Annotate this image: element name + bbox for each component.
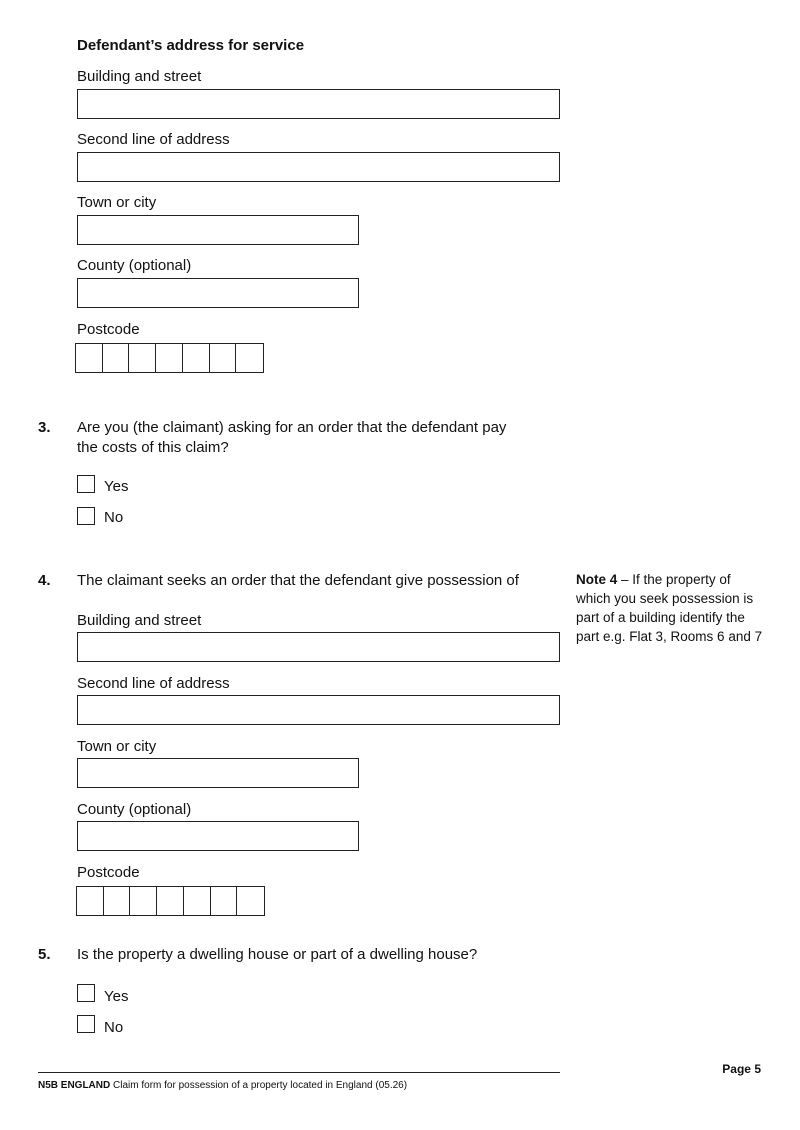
postcode-cell[interactable] (104, 887, 131, 915)
property-second-line-input[interactable] (77, 695, 560, 725)
question-text: Are you (the claimant) asking for an order that the defendant pay (77, 419, 507, 436)
postcode-cell[interactable] (236, 344, 263, 372)
postcode-cell[interactable] (76, 344, 103, 372)
building-street-label: Building and street (77, 68, 202, 85)
q3-yes-checkbox[interactable] (77, 475, 95, 493)
postcode-cell[interactable] (211, 887, 238, 915)
postcode-cell[interactable] (129, 344, 156, 372)
note-title: Note 4 (576, 572, 618, 587)
yes-label: Yes (104, 988, 129, 1005)
postcode-label: Postcode (77, 321, 140, 338)
building-street-label: Building and street (77, 612, 202, 629)
note-text: – If the property of which you seek possession is part of a building identify the part e.g. Flat 3, Rooms 6 and 7 (576, 572, 763, 644)
section-heading: Defendant’s address for service (77, 37, 305, 54)
footer-divider (38, 1072, 560, 1073)
note-4 (576, 570, 766, 646)
no-label: No (104, 509, 124, 526)
question-text: the costs of this claim? (77, 439, 229, 456)
question-text: Is the property a dwelling house or part of a dwelling house? (77, 946, 478, 963)
form-code: N5B ENGLAND (38, 1080, 111, 1091)
county-label: County (optional) (77, 257, 192, 274)
town-label: Town or city (77, 194, 157, 211)
postcode-cell[interactable] (184, 887, 211, 915)
q5-no-checkbox[interactable] (77, 1015, 95, 1033)
postcode-cell[interactable] (157, 887, 184, 915)
postcode-cell[interactable] (183, 344, 210, 372)
service-second-line-input[interactable] (77, 152, 560, 182)
property-town-input[interactable] (77, 758, 359, 788)
question-number: 3. (38, 419, 51, 436)
q3-no-checkbox[interactable] (77, 507, 95, 525)
postcode-cell[interactable] (130, 887, 157, 915)
page-number: Page 5 (722, 1062, 761, 1076)
question-text: The claimant seeks an order that the defendant give possession of (77, 572, 519, 589)
q5-yes-checkbox[interactable] (77, 984, 95, 1002)
second-line-label: Second line of address (77, 131, 230, 148)
second-line-label: Second line of address (77, 675, 230, 692)
no-label: No (104, 1019, 124, 1036)
service-county-input[interactable] (77, 278, 359, 308)
postcode-label: Postcode (77, 864, 140, 881)
property-building-street-input[interactable] (77, 632, 560, 662)
form-title: Claim form for possession of a property located in England (05.26) (110, 1080, 408, 1091)
town-label: Town or city (77, 738, 157, 755)
footer (38, 1080, 407, 1091)
property-county-input[interactable] (77, 821, 359, 851)
service-building-street-input[interactable] (77, 89, 560, 119)
postcode-cell[interactable] (77, 887, 104, 915)
postcode-cell[interactable] (103, 344, 130, 372)
question-number: 4. (38, 572, 51, 589)
yes-label: Yes (104, 478, 129, 495)
property-postcode-input[interactable] (76, 886, 265, 916)
service-postcode-input[interactable] (75, 343, 264, 373)
postcode-cell[interactable] (237, 887, 264, 915)
postcode-cell[interactable] (210, 344, 237, 372)
question-number: 5. (38, 946, 51, 963)
county-label: County (optional) (77, 801, 192, 818)
service-town-input[interactable] (77, 215, 359, 245)
postcode-cell[interactable] (156, 344, 183, 372)
